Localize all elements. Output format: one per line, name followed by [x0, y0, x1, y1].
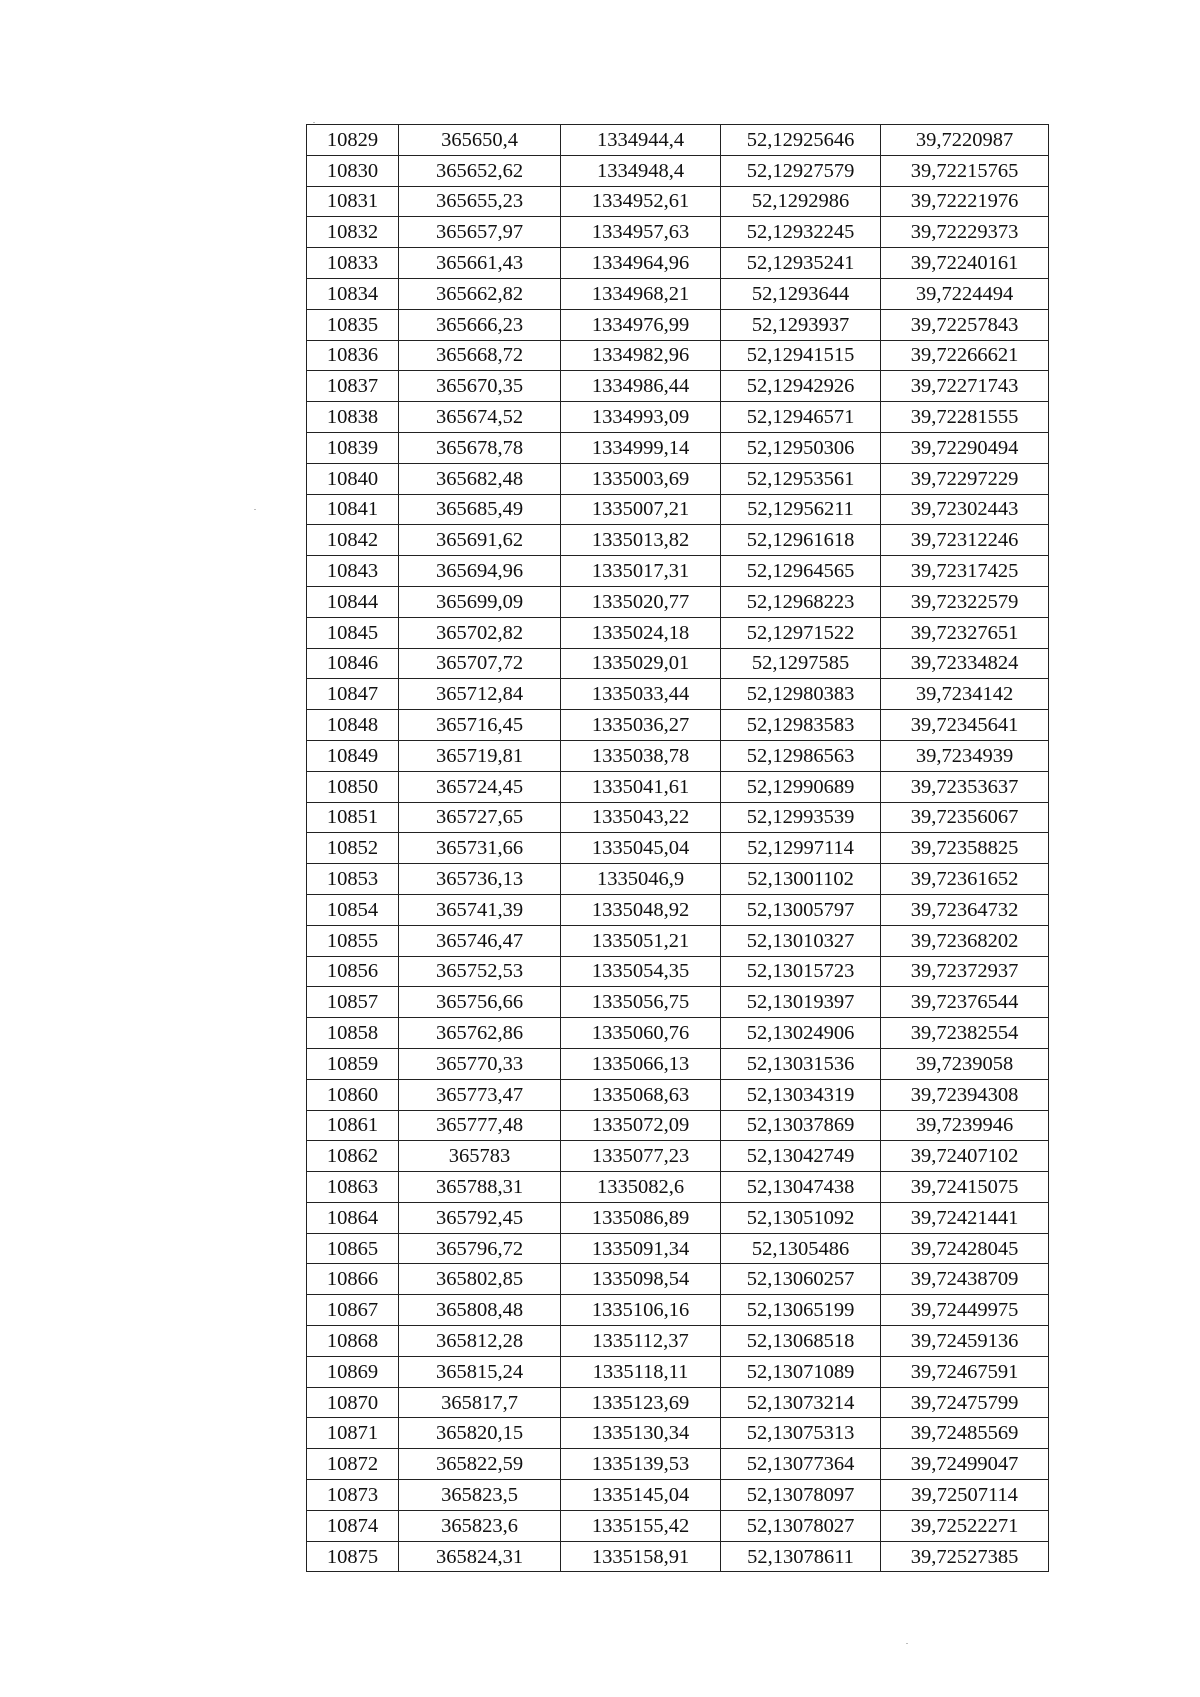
table-row	[307, 278, 1049, 309]
y-coordinate-cell: 1335033,44	[561, 679, 721, 710]
longitude-cell: 39,72368202	[881, 925, 1049, 956]
x-coordinate-cell: 365668,72	[399, 340, 561, 371]
scan-speck	[313, 122, 315, 123]
latitude-cell: 52,12990689	[721, 771, 881, 802]
point-number-cell: 10836	[307, 340, 399, 371]
y-coordinate-cell: 1335066,13	[561, 1048, 721, 1079]
table-row	[307, 802, 1049, 833]
point-number-cell: 10852	[307, 833, 399, 864]
latitude-cell: 52,13015723	[721, 956, 881, 987]
table-row	[307, 371, 1049, 402]
longitude-cell: 39,72449975	[881, 1295, 1049, 1326]
latitude-cell: 52,12980383	[721, 679, 881, 710]
point-number-cell: 10857	[307, 987, 399, 1018]
latitude-cell: 52,1305486	[721, 1233, 881, 1264]
coordinates-table	[306, 124, 1049, 1572]
table-row	[307, 1172, 1049, 1203]
latitude-cell: 52,13071089	[721, 1356, 881, 1387]
point-number-cell: 10834	[307, 278, 399, 309]
y-coordinate-cell: 1335013,82	[561, 525, 721, 556]
point-number-cell: 10837	[307, 371, 399, 402]
x-coordinate-cell: 365719,81	[399, 740, 561, 771]
longitude-cell: 39,72334824	[881, 648, 1049, 679]
x-coordinate-cell: 365682,48	[399, 463, 561, 494]
x-coordinate-cell: 365802,85	[399, 1264, 561, 1295]
x-coordinate-cell: 365741,39	[399, 894, 561, 925]
y-coordinate-cell: 1335086,89	[561, 1202, 721, 1233]
longitude-cell: 39,72297229	[881, 463, 1049, 494]
longitude-cell: 39,72317425	[881, 556, 1049, 587]
point-number-cell: 10867	[307, 1295, 399, 1326]
y-coordinate-cell: 1335130,34	[561, 1418, 721, 1449]
longitude-cell: 39,72428045	[881, 1233, 1049, 1264]
x-coordinate-cell: 365674,52	[399, 402, 561, 433]
x-coordinate-cell: 365752,53	[399, 956, 561, 987]
scan-speck	[906, 1643, 908, 1644]
x-coordinate-cell: 365724,45	[399, 771, 561, 802]
longitude-cell: 39,72312246	[881, 525, 1049, 556]
longitude-cell: 39,72356067	[881, 802, 1049, 833]
point-number-cell: 10835	[307, 309, 399, 340]
point-number-cell: 10833	[307, 248, 399, 279]
table-row	[307, 1295, 1049, 1326]
table-row	[307, 925, 1049, 956]
table-row	[307, 956, 1049, 987]
table-row	[307, 864, 1049, 895]
latitude-cell: 52,12983583	[721, 710, 881, 741]
latitude-cell: 52,12941515	[721, 340, 881, 371]
y-coordinate-cell: 1335068,63	[561, 1079, 721, 1110]
y-coordinate-cell: 1335158,91	[561, 1541, 721, 1572]
y-coordinate-cell: 1334993,09	[561, 402, 721, 433]
table-row	[307, 1356, 1049, 1387]
latitude-cell: 52,12932245	[721, 217, 881, 248]
latitude-cell: 52,12964565	[721, 556, 881, 587]
point-number-cell: 10856	[307, 956, 399, 987]
y-coordinate-cell: 1335098,54	[561, 1264, 721, 1295]
point-number-cell: 10848	[307, 710, 399, 741]
y-coordinate-cell: 1335077,23	[561, 1141, 721, 1172]
latitude-cell: 52,12946571	[721, 402, 881, 433]
longitude-cell: 39,72322579	[881, 586, 1049, 617]
x-coordinate-cell: 365822,59	[399, 1449, 561, 1480]
point-number-cell: 10849	[307, 740, 399, 771]
y-coordinate-cell: 1334948,4	[561, 155, 721, 186]
longitude-cell: 39,72364732	[881, 894, 1049, 925]
longitude-cell: 39,72327651	[881, 617, 1049, 648]
longitude-cell: 39,72394308	[881, 1079, 1049, 1110]
point-number-cell: 10859	[307, 1048, 399, 1079]
x-coordinate-cell: 365707,72	[399, 648, 561, 679]
table-row	[307, 1541, 1049, 1572]
x-coordinate-cell: 365712,84	[399, 679, 561, 710]
scan-speck	[254, 509, 256, 510]
longitude-cell: 39,72382554	[881, 1018, 1049, 1049]
point-number-cell: 10851	[307, 802, 399, 833]
y-coordinate-cell: 1335056,75	[561, 987, 721, 1018]
table-row	[307, 402, 1049, 433]
table-row	[307, 1141, 1049, 1172]
y-coordinate-cell: 1335123,69	[561, 1387, 721, 1418]
latitude-cell: 52,13047438	[721, 1172, 881, 1203]
longitude-cell: 39,72372937	[881, 956, 1049, 987]
point-number-cell: 10862	[307, 1141, 399, 1172]
point-number-cell: 10874	[307, 1510, 399, 1541]
x-coordinate-cell: 365796,72	[399, 1233, 561, 1264]
point-number-cell: 10841	[307, 494, 399, 525]
latitude-cell: 52,13019397	[721, 987, 881, 1018]
y-coordinate-cell: 1335112,37	[561, 1326, 721, 1357]
longitude-cell: 39,72290494	[881, 432, 1049, 463]
latitude-cell: 52,13001102	[721, 864, 881, 895]
y-coordinate-cell: 1335045,04	[561, 833, 721, 864]
y-coordinate-cell: 1335118,11	[561, 1356, 721, 1387]
x-coordinate-cell: 365773,47	[399, 1079, 561, 1110]
y-coordinate-cell: 1335051,21	[561, 925, 721, 956]
x-coordinate-cell: 365762,86	[399, 1018, 561, 1049]
x-coordinate-cell: 365662,82	[399, 278, 561, 309]
latitude-cell: 52,12925646	[721, 125, 881, 156]
table-row	[307, 1048, 1049, 1079]
table-row	[307, 432, 1049, 463]
longitude-cell: 39,72475799	[881, 1387, 1049, 1418]
point-number-cell: 10845	[307, 617, 399, 648]
latitude-cell: 52,1293937	[721, 309, 881, 340]
point-number-cell: 10829	[307, 125, 399, 156]
y-coordinate-cell: 1334944,4	[561, 125, 721, 156]
longitude-cell: 39,72407102	[881, 1141, 1049, 1172]
y-coordinate-cell: 1334968,21	[561, 278, 721, 309]
point-number-cell: 10872	[307, 1449, 399, 1480]
latitude-cell: 52,12935241	[721, 248, 881, 279]
y-coordinate-cell: 1335003,69	[561, 463, 721, 494]
table-row	[307, 586, 1049, 617]
latitude-cell: 52,1292986	[721, 186, 881, 217]
x-coordinate-cell: 365655,23	[399, 186, 561, 217]
y-coordinate-cell: 1335072,09	[561, 1110, 721, 1141]
y-coordinate-cell: 1335048,92	[561, 894, 721, 925]
longitude-cell: 39,72229373	[881, 217, 1049, 248]
x-coordinate-cell: 365812,28	[399, 1326, 561, 1357]
y-coordinate-cell: 1335046,9	[561, 864, 721, 895]
table-row	[307, 617, 1049, 648]
point-number-cell: 10842	[307, 525, 399, 556]
point-number-cell: 10846	[307, 648, 399, 679]
y-coordinate-cell: 1335054,35	[561, 956, 721, 987]
table-row	[307, 309, 1049, 340]
x-coordinate-cell: 365652,62	[399, 155, 561, 186]
longitude-cell: 39,7220987	[881, 125, 1049, 156]
longitude-cell: 39,72499047	[881, 1449, 1049, 1480]
table-row	[307, 987, 1049, 1018]
longitude-cell: 39,72358825	[881, 833, 1049, 864]
y-coordinate-cell: 1335036,27	[561, 710, 721, 741]
x-coordinate-cell: 365770,33	[399, 1048, 561, 1079]
x-coordinate-cell: 365823,6	[399, 1510, 561, 1541]
x-coordinate-cell: 365650,4	[399, 125, 561, 156]
point-number-cell: 10875	[307, 1541, 399, 1572]
latitude-cell: 52,13060257	[721, 1264, 881, 1295]
latitude-cell: 52,13077364	[721, 1449, 881, 1480]
point-number-cell: 10869	[307, 1356, 399, 1387]
table-row	[307, 1387, 1049, 1418]
point-number-cell: 10843	[307, 556, 399, 587]
table-row	[307, 1110, 1049, 1141]
x-coordinate-cell: 365699,09	[399, 586, 561, 617]
longitude-cell: 39,72221976	[881, 186, 1049, 217]
latitude-cell: 52,13078027	[721, 1510, 881, 1541]
x-coordinate-cell: 365756,66	[399, 987, 561, 1018]
x-coordinate-cell: 365727,65	[399, 802, 561, 833]
y-coordinate-cell: 1334982,96	[561, 340, 721, 371]
longitude-cell: 39,72266621	[881, 340, 1049, 371]
table-row	[307, 1018, 1049, 1049]
longitude-cell: 39,72415075	[881, 1172, 1049, 1203]
table-row	[307, 186, 1049, 217]
table-row	[307, 1326, 1049, 1357]
y-coordinate-cell: 1335029,01	[561, 648, 721, 679]
latitude-cell: 52,13078097	[721, 1480, 881, 1511]
point-number-cell: 10850	[307, 771, 399, 802]
table-row	[307, 248, 1049, 279]
longitude-cell: 39,72485569	[881, 1418, 1049, 1449]
x-coordinate-cell: 365820,15	[399, 1418, 561, 1449]
latitude-cell: 52,12956211	[721, 494, 881, 525]
longitude-cell: 39,72527385	[881, 1541, 1049, 1572]
table-row	[307, 494, 1049, 525]
longitude-cell: 39,72215765	[881, 155, 1049, 186]
y-coordinate-cell: 1335139,53	[561, 1449, 721, 1480]
point-number-cell: 10873	[307, 1480, 399, 1511]
latitude-cell: 52,13024906	[721, 1018, 881, 1049]
point-number-cell: 10860	[307, 1079, 399, 1110]
x-coordinate-cell: 365823,5	[399, 1480, 561, 1511]
latitude-cell: 52,12953561	[721, 463, 881, 494]
point-number-cell: 10861	[307, 1110, 399, 1141]
table-row	[307, 125, 1049, 156]
table-row	[307, 833, 1049, 864]
table-row	[307, 1233, 1049, 1264]
longitude-cell: 39,72507114	[881, 1480, 1049, 1511]
x-coordinate-cell: 365777,48	[399, 1110, 561, 1141]
table-row	[307, 771, 1049, 802]
table-row	[307, 1418, 1049, 1449]
latitude-cell: 52,13078611	[721, 1541, 881, 1572]
longitude-cell: 39,7239058	[881, 1048, 1049, 1079]
table-row	[307, 1079, 1049, 1110]
x-coordinate-cell: 365792,45	[399, 1202, 561, 1233]
latitude-cell: 52,13075313	[721, 1418, 881, 1449]
x-coordinate-cell: 365694,96	[399, 556, 561, 587]
point-number-cell: 10844	[307, 586, 399, 617]
y-coordinate-cell: 1335007,21	[561, 494, 721, 525]
point-number-cell: 10831	[307, 186, 399, 217]
table-row	[307, 648, 1049, 679]
x-coordinate-cell: 365670,35	[399, 371, 561, 402]
y-coordinate-cell: 1335155,42	[561, 1510, 721, 1541]
point-number-cell: 10870	[307, 1387, 399, 1418]
table-row	[307, 894, 1049, 925]
y-coordinate-cell: 1334952,61	[561, 186, 721, 217]
point-number-cell: 10840	[307, 463, 399, 494]
point-number-cell: 10865	[307, 1233, 399, 1264]
y-coordinate-cell: 1334999,14	[561, 432, 721, 463]
y-coordinate-cell: 1335145,04	[561, 1480, 721, 1511]
y-coordinate-cell: 1335024,18	[561, 617, 721, 648]
y-coordinate-cell: 1335038,78	[561, 740, 721, 771]
point-number-cell: 10853	[307, 864, 399, 895]
x-coordinate-cell: 365817,7	[399, 1387, 561, 1418]
point-number-cell: 10858	[307, 1018, 399, 1049]
y-coordinate-cell: 1334976,99	[561, 309, 721, 340]
longitude-cell: 39,72459136	[881, 1326, 1049, 1357]
y-coordinate-cell: 1335091,34	[561, 1233, 721, 1264]
table-row	[307, 1449, 1049, 1480]
x-coordinate-cell: 365666,23	[399, 309, 561, 340]
longitude-cell: 39,72421441	[881, 1202, 1049, 1233]
longitude-cell: 39,72240161	[881, 248, 1049, 279]
y-coordinate-cell: 1335082,6	[561, 1172, 721, 1203]
x-coordinate-cell: 365808,48	[399, 1295, 561, 1326]
coordinates-table-body	[307, 125, 1049, 1572]
latitude-cell: 52,13042749	[721, 1141, 881, 1172]
y-coordinate-cell: 1335017,31	[561, 556, 721, 587]
point-number-cell: 10866	[307, 1264, 399, 1295]
latitude-cell: 52,13037869	[721, 1110, 881, 1141]
latitude-cell: 52,12986563	[721, 740, 881, 771]
latitude-cell: 52,13034319	[721, 1079, 881, 1110]
longitude-cell: 39,72281555	[881, 402, 1049, 433]
y-coordinate-cell: 1335043,22	[561, 802, 721, 833]
x-coordinate-cell: 365678,78	[399, 432, 561, 463]
point-number-cell: 10854	[307, 894, 399, 925]
latitude-cell: 52,12927579	[721, 155, 881, 186]
point-number-cell: 10868	[307, 1326, 399, 1357]
x-coordinate-cell: 365746,47	[399, 925, 561, 956]
y-coordinate-cell: 1334986,44	[561, 371, 721, 402]
point-number-cell: 10864	[307, 1202, 399, 1233]
x-coordinate-cell: 365702,82	[399, 617, 561, 648]
y-coordinate-cell: 1334964,96	[561, 248, 721, 279]
latitude-cell: 52,12942926	[721, 371, 881, 402]
latitude-cell: 52,13068518	[721, 1326, 881, 1357]
latitude-cell: 52,12971522	[721, 617, 881, 648]
point-number-cell: 10839	[307, 432, 399, 463]
table-row	[307, 217, 1049, 248]
latitude-cell: 52,12950306	[721, 432, 881, 463]
x-coordinate-cell: 365731,66	[399, 833, 561, 864]
table-row	[307, 1202, 1049, 1233]
x-coordinate-cell: 365736,13	[399, 864, 561, 895]
latitude-cell: 52,13010327	[721, 925, 881, 956]
y-coordinate-cell: 1334957,63	[561, 217, 721, 248]
point-number-cell: 10830	[307, 155, 399, 186]
latitude-cell: 52,12961618	[721, 525, 881, 556]
x-coordinate-cell: 365783	[399, 1141, 561, 1172]
table-row	[307, 340, 1049, 371]
longitude-cell: 39,72257843	[881, 309, 1049, 340]
longitude-cell: 39,7224494	[881, 278, 1049, 309]
longitude-cell: 39,72353637	[881, 771, 1049, 802]
longitude-cell: 39,72467591	[881, 1356, 1049, 1387]
point-number-cell: 10871	[307, 1418, 399, 1449]
latitude-cell: 52,1297585	[721, 648, 881, 679]
longitude-cell: 39,72522271	[881, 1510, 1049, 1541]
y-coordinate-cell: 1335041,61	[561, 771, 721, 802]
x-coordinate-cell: 365815,24	[399, 1356, 561, 1387]
x-coordinate-cell: 365788,31	[399, 1172, 561, 1203]
y-coordinate-cell: 1335020,77	[561, 586, 721, 617]
x-coordinate-cell: 365657,97	[399, 217, 561, 248]
x-coordinate-cell: 365824,31	[399, 1541, 561, 1572]
x-coordinate-cell: 365685,49	[399, 494, 561, 525]
longitude-cell: 39,72302443	[881, 494, 1049, 525]
x-coordinate-cell: 365716,45	[399, 710, 561, 741]
latitude-cell: 52,13065199	[721, 1295, 881, 1326]
longitude-cell: 39,72438709	[881, 1264, 1049, 1295]
longitude-cell: 39,7239946	[881, 1110, 1049, 1141]
y-coordinate-cell: 1335106,16	[561, 1295, 721, 1326]
latitude-cell: 52,12968223	[721, 586, 881, 617]
longitude-cell: 39,72361652	[881, 864, 1049, 895]
latitude-cell: 52,12993539	[721, 802, 881, 833]
latitude-cell: 52,13073214	[721, 1387, 881, 1418]
table-row	[307, 710, 1049, 741]
table-row	[307, 679, 1049, 710]
longitude-cell: 39,72271743	[881, 371, 1049, 402]
longitude-cell: 39,72376544	[881, 987, 1049, 1018]
table-row	[307, 1264, 1049, 1295]
table-row	[307, 525, 1049, 556]
table-row	[307, 155, 1049, 186]
table-row	[307, 740, 1049, 771]
latitude-cell: 52,13031536	[721, 1048, 881, 1079]
longitude-cell: 39,7234142	[881, 679, 1049, 710]
point-number-cell: 10863	[307, 1172, 399, 1203]
longitude-cell: 39,7234939	[881, 740, 1049, 771]
point-number-cell: 10855	[307, 925, 399, 956]
point-number-cell: 10838	[307, 402, 399, 433]
latitude-cell: 52,12997114	[721, 833, 881, 864]
table-row	[307, 1510, 1049, 1541]
table-row	[307, 1480, 1049, 1511]
table-row	[307, 463, 1049, 494]
x-coordinate-cell: 365691,62	[399, 525, 561, 556]
point-number-cell: 10847	[307, 679, 399, 710]
x-coordinate-cell: 365661,43	[399, 248, 561, 279]
latitude-cell: 52,1293644	[721, 278, 881, 309]
table-row	[307, 556, 1049, 587]
latitude-cell: 52,13051092	[721, 1202, 881, 1233]
y-coordinate-cell: 1335060,76	[561, 1018, 721, 1049]
longitude-cell: 39,72345641	[881, 710, 1049, 741]
point-number-cell: 10832	[307, 217, 399, 248]
latitude-cell: 52,13005797	[721, 894, 881, 925]
